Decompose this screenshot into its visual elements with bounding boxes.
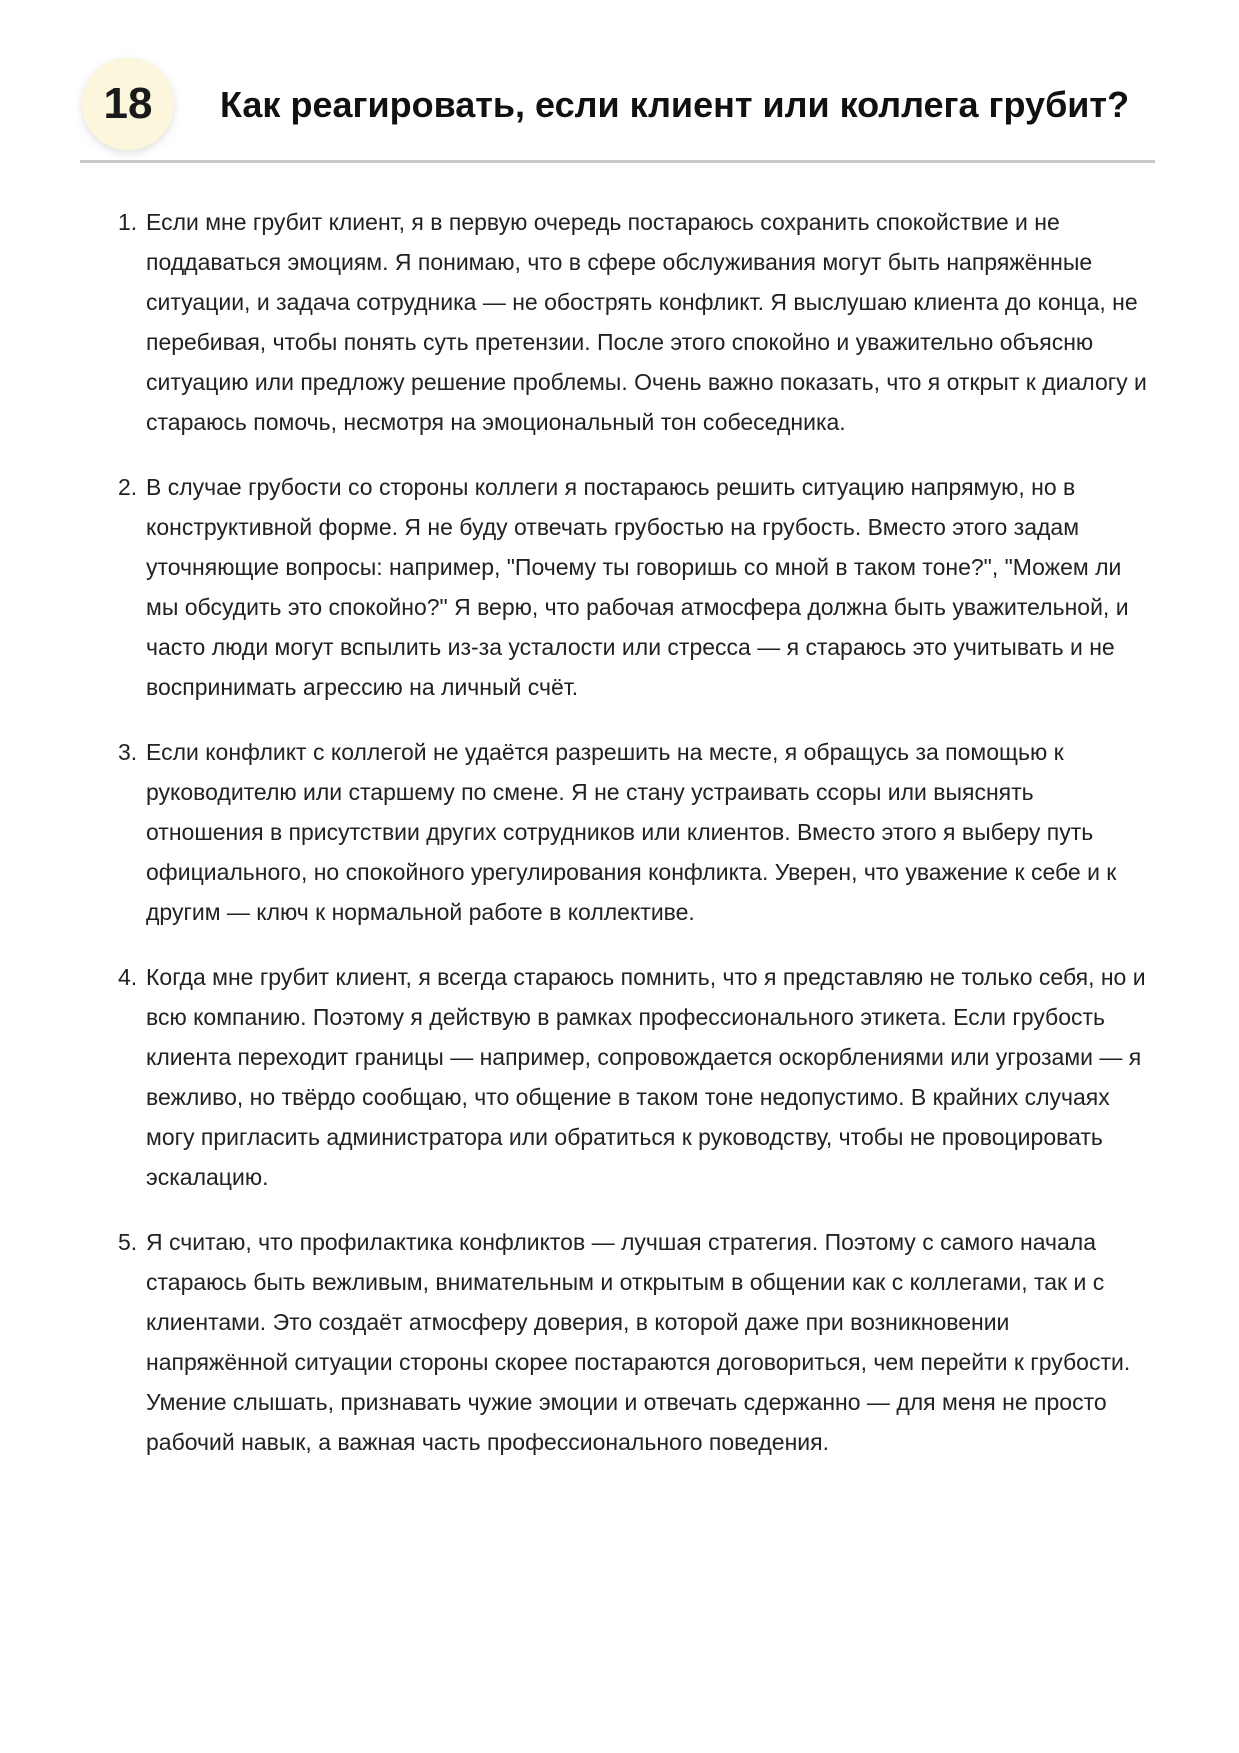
answer-item (115, 202, 1155, 442)
answer-list (115, 202, 1155, 1487)
answer-text: В случае грубости со стороны коллеги я постараюсь решить ситуацию напрямую, но в конструктивной форме. Я не буду отвечать грубостью на грубость. Вместо этого задам уточняющие вопросы: например, "Почему ты говоришь со мной в таком тоне?", "Можем ли мы обсудить это спокойно?" Я верю, что рабочая атмосфера должна быть уважительной, и часто люди могут вспылить из-за усталости или стресса — я стараюсь это учитывать и не воспринимать агрессию на личный счёт. (146, 474, 1129, 700)
answer-item (115, 1222, 1155, 1462)
question-title: Как реагировать, если клиент или коллега грубит? (220, 84, 1130, 125)
answer-text: Если конфликт с коллегой не удаётся разрешить на месте, я обращусь за помощью к руководителю или старшему по смене. Я не стану устраивать ссоры или выяснять отношения в присутствии других сотрудников или клиентов. Вместо этого я выберу путь официального, но спокойного урегулирования конфликта. Уверен, что уважение к себе и к другим — ключ к нормальной работе в коллективе. (146, 739, 1117, 925)
answer-number: 3. (118, 739, 138, 765)
answer-number: 4. (118, 964, 138, 990)
question-header (80, 50, 1155, 163)
answer-item (115, 957, 1155, 1197)
answer-number: 5. (118, 1229, 138, 1255)
answer-text: Я считаю, что профилактика конфликтов — лучшая стратегия. Поэтому с самого начала стараюсь быть вежливым, внимательным и открытым в общении как с коллегами, так и с клиентами. Это создаёт атмосферу доверия, в которой даже при возникновении напряжённой ситуации стороны скорее постараются договориться, чем перейти к грубости. Умение слышать, признавать чужие эмоции и отвечать сдержанно — для меня не просто рабочий навык, а важная часть профессионального поведения. (146, 1229, 1131, 1455)
answer-number: 2. (118, 474, 138, 500)
answer-text: Если мне грубит клиент, я в первую очередь постараюсь сохранить спокойствие и не поддаваться эмоциям. Я понимаю, что в сфере обслуживания могут быть напряжённые ситуации, и задача сотрудника — не обострять конфликт. Я выслушаю клиента до конца, не перебивая, чтобы понять суть претензии. После этого спокойно и уважительно объясню ситуацию или предложу решение проблемы. Очень важно показать, что я открыт к диалогу и стараюсь помочь, несмотря на эмоциональный тон собеседника. (146, 209, 1147, 435)
answer-number: 1. (118, 209, 138, 235)
answer-text: Когда мне грубит клиент, я всегда стараюсь помнить, что я представляю не только себя, но и всю компанию. Поэтому я действую в рамках профессионального этикета. Если грубость клиента переходит границы — например, сопровождается оскорблениями или угрозами — я вежливо, но твёрдо сообщаю, что общение в таком тоне недопустимо. В крайних случаях могу пригласить администратора или обратиться к руководству, чтобы не провоцировать эскалацию. (146, 964, 1146, 1190)
answer-item (115, 732, 1155, 932)
answer-item (115, 467, 1155, 707)
question-number-badge: 18 (82, 58, 174, 150)
